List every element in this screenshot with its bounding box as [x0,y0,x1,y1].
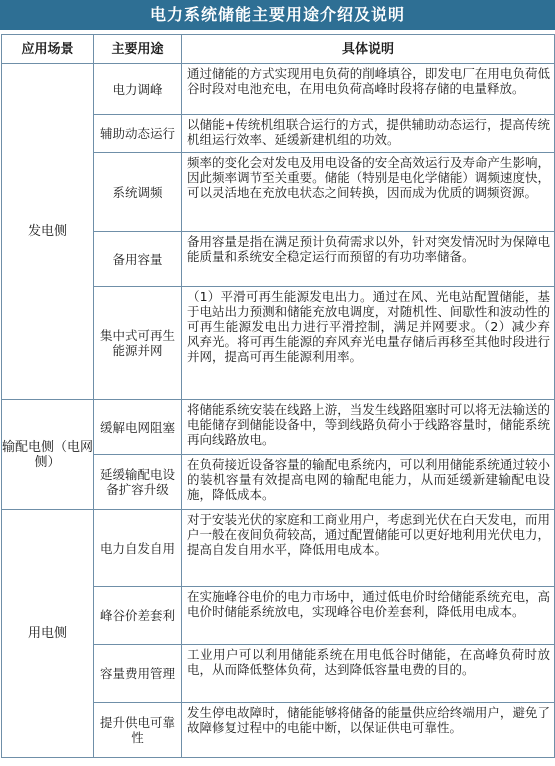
use-cell: 容量费用管理 [94,645,182,703]
desc-cell: 在负荷接近设备容量的输配电系统内，可以利用储能系统通过较小的装机容量有效提高电网的输配电能力，从而延缓新建输配电设施，降低成本。 [182,455,555,510]
header-use: 主要用途 [94,35,182,64]
desc-cell: 在实施峰谷电价的电力市场中，通过低电价时给储能系统充电，高电价时储能系统放电，实现峰谷电价差套利，降低用电成本。 [182,587,555,645]
use-cell: 备用容量 [94,232,182,287]
scene-cell-grid: 输配电侧（电网侧） [2,400,94,510]
table-header-row [2,35,555,64]
page-title: 电力系统储能主要用途介绍及说明 [0,0,555,30]
use-cell: 集中式可再生能源并网 [94,287,182,400]
use-cell: 延缓输配电设备扩容升级 [94,455,182,510]
desc-cell: 备用容量是指在满足预计负荷需求以外，针对突发情况时为保障电能质量和系统安全稳定运行而预留的有功功率储备。 [182,232,555,287]
desc-cell: 对于安装光伏的家庭和工商业用户，考虑到光伏在白天发电，而用户一般在夜间负荷较高，通过配置储能可以更好地利用光伏电力，提高自发自用水平，降低用电成本。 [182,510,555,587]
table-row [2,64,555,115]
use-cell: 系统调频 [94,153,182,232]
table-row [2,510,555,587]
table-row [2,400,555,455]
desc-cell: 发生停电故障时，储能能够将储备的能量供应给终端用户，避免了故障修复过程中的电能中断，以保证供电可靠性。 [182,703,555,758]
use-cell: 缓解电网阻塞 [94,400,182,455]
desc-cell: 将储能系统安装在线路上游，当发生线路阻塞时可以将无法输送的电能储存到储能设备中，等到线路负荷小于线路容量时，储能系统再向线路放电。 [182,400,555,455]
use-cell: 电力自发自用 [94,510,182,587]
use-cell: 峰谷价差套利 [94,587,182,645]
desc-cell: 工业用户可以利用储能系统在用电低谷时储能，在高峰负荷时放电，从而降低整体负荷，达到降低容量电费的目的。 [182,645,555,703]
scene-cell-generation: 发电侧 [2,64,94,400]
desc-cell: （1）平滑可再生能源发电出力。通过在风、光电站配置储能，基于电站出力预测和储能充放电调度，对随机性、间歇性和波动性的可再生能源发电出力进行平滑控制，满足并网要求。（2）减少弃风弃光。将可再生能源的弃风弃光电量存储后再移至其他时段进行并网，提高可再生能源利用率。 [182,287,555,400]
use-cell: 辅助动态运行 [94,115,182,153]
usage-table [1,34,555,758]
desc-cell: 频率的变化会对发电及用电设备的安全高效运行及寿命产生影响，因此频率调节至关重要。储能（特别是电化学储能）调频速度快，可以灵活地在充放电状态之间转换，因而成为优质的调频资源。 [182,153,555,232]
desc-cell: 通过储能的方式实现用电负荷的削峰填谷，即发电厂在用电负荷低谷时段对电池充电，在用电负荷高峰时段将存储的电量释放。 [182,64,555,115]
use-cell: 提升供电可靠性 [94,703,182,758]
use-cell: 电力调峰 [94,64,182,115]
header-scene: 应用场景 [2,35,94,64]
header-desc: 具体说明 [182,35,555,64]
desc-cell: 以储能+传统机组联合运行的方式，提供辅助动态运行，提高传统机组运行效率、延缓新建机组的功效。 [182,115,555,153]
scene-cell-consumer: 用电侧 [2,510,94,758]
